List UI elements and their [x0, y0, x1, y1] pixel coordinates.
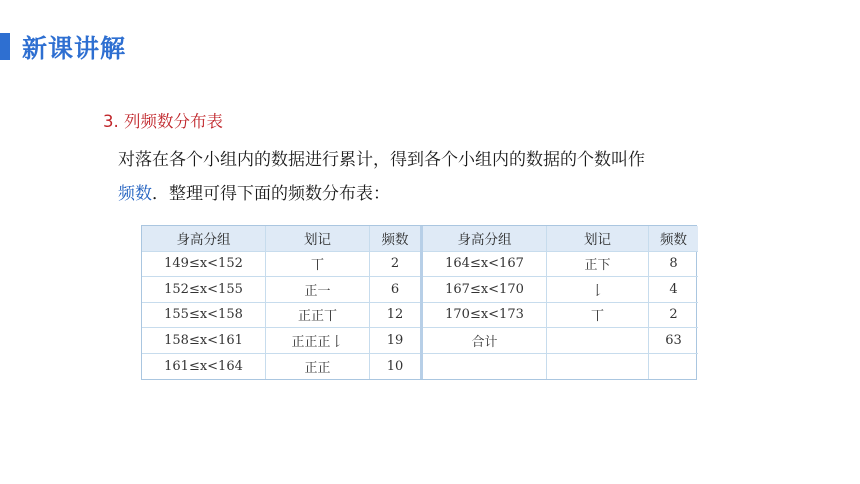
cell-range: 164≤x<167: [423, 252, 547, 277]
cell-frequency: 12: [386, 307, 404, 323]
table-empty-row: [423, 354, 698, 379]
cell-total-label: 合计: [423, 328, 547, 353]
cell-tally: 𠄌: [547, 277, 649, 302]
cell-range: 167≤x<170: [423, 277, 547, 302]
table-row: [142, 277, 420, 303]
cell-tally: [547, 328, 649, 353]
table-row: [423, 252, 698, 278]
cell-range: 152≤x<155: [142, 277, 266, 302]
frequency-table: [141, 225, 697, 380]
cell-frequency: 19: [386, 332, 404, 348]
table-right-half: [423, 226, 698, 379]
cell-tally: 丅: [547, 303, 649, 328]
column-header-tally: 划记: [547, 226, 649, 251]
cell-empty: [547, 354, 649, 379]
paragraph-text: 对落在各个小组内的数据进行累计，得到各个小组内的数据的个数叫作: [118, 150, 645, 170]
cell-frequency: 4: [669, 281, 678, 297]
table-header-row: [423, 226, 698, 252]
cell-empty: [423, 354, 547, 379]
table-row: [423, 303, 698, 329]
column-header-tally: 划记: [266, 226, 370, 251]
cell-tally: 丅: [266, 252, 370, 277]
cell-frequency: 2: [390, 256, 400, 272]
table-row: [142, 303, 420, 329]
cell-range: 170≤x<173: [423, 303, 547, 328]
highlighted-term: 频数: [118, 184, 152, 204]
column-header-height-group: 身高分组: [423, 226, 547, 251]
cell-frequency: 10: [386, 358, 404, 374]
cell-tally: 正下: [547, 252, 649, 277]
header-accent-bar: [0, 33, 10, 60]
cell-range: 149≤x<152: [142, 252, 266, 277]
cell-range: 161≤x<164: [142, 354, 266, 379]
table-left-half: [142, 226, 423, 379]
cell-empty: [649, 354, 698, 379]
page-title: 新课讲解: [22, 34, 127, 63]
cell-frequency: 6: [390, 281, 400, 297]
column-header-frequency: 频数: [660, 232, 687, 249]
paragraph-text-continued: ．整理可得下面的频数分布表：: [152, 184, 390, 204]
cell-frequency: 8: [669, 256, 678, 272]
table-header-row: [142, 226, 420, 252]
table-row: [423, 277, 698, 303]
body-paragraph: [118, 143, 758, 211]
cell-total-frequency: 63: [665, 332, 682, 348]
table-row: [142, 328, 420, 354]
column-header-frequency: 频数: [381, 232, 409, 249]
table-total-row: [423, 328, 698, 354]
table-row: [142, 252, 420, 278]
section-heading: 3. 列频数分布表: [103, 112, 223, 131]
column-header-height-group: 身高分组: [142, 226, 266, 251]
cell-range: 155≤x<158: [142, 303, 266, 328]
cell-tally: 正正丅: [266, 303, 370, 328]
cell-tally: 正正: [266, 354, 370, 379]
table-row: [142, 354, 420, 379]
cell-frequency: 2: [669, 307, 678, 323]
cell-tally: 正正正𠄌: [266, 328, 370, 353]
cell-tally: 正一: [266, 277, 370, 302]
cell-range: 158≤x<161: [142, 328, 266, 353]
